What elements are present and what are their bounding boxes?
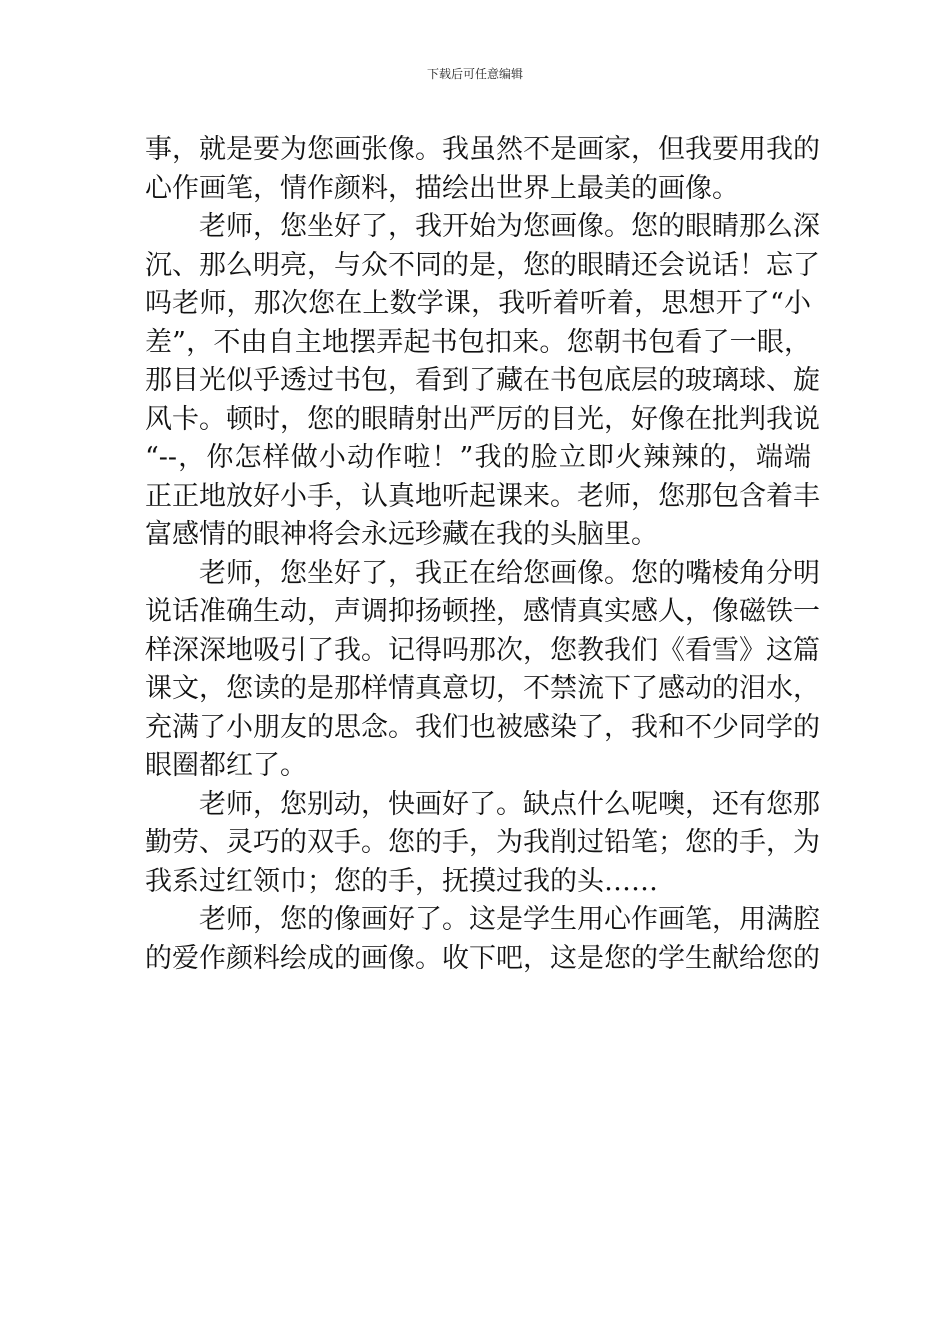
text-line: 心作画笔，情作颜料，描绘出世界上最美的画像。 [145,172,739,204]
paragraph-first-line: 老师，您的像画好了。这是学生用心作画笔，用满腔 [199,904,820,935]
paragraph-first-line: 老师，您坐好了，我正在给您画像。您的嘴棱角分明 [199,557,820,589]
text-line: 正正地放好小手，认真地听起课来。老师，您那包含着丰 [145,480,820,512]
text-line: 课文，您读的是那样情真意切，不禁流下了感动的泪水， [145,673,820,704]
text-line: 我系过红领巾；您的手，抚摸过我的头…… [145,865,658,897]
page-header: 下载后可任意编辑 [426,67,523,81]
text-line: 差”，不由自主地摆弄起书包扣来。您朝书包看了一眼， [145,326,811,358]
text-line: 风卡。顿时，您的眼睛射出严厉的目光，好像在批判我说 [145,403,820,435]
text-line: “--，你怎样做小动作啦！”我的脸立即火辣辣的，端端 [145,442,811,473]
text-line: 富感情的眼神将会永远珍藏在我的头脑里。 [145,519,658,550]
text-line: 勤劳、灵巧的双手。您的手，为我削过铅笔；您的手，为 [145,827,820,858]
text-line: 吗老师，那次您在上数学课，我听着听着，思想开了“小 [145,288,811,319]
text-line: 的爱作颜料绘成的画像。收下吧，这是您的学生献给您的 [145,942,820,974]
text-line: 那目光似乎透过书包，看到了藏在书包底层的玻璃球、旋 [145,365,820,396]
paragraph-first-line: 老师，您坐好了，我开始为您画像。您的眼睛那么深 [199,211,820,242]
essay-body [145,131,820,978]
text-line: 沉、那么明亮，与众不同的是，您的眼睛还会说话！忘了 [145,249,820,281]
paragraph-first-line: 老师，您别动，快画好了。缺点什么呢噢，还有您那 [199,788,820,820]
text-line: 样深深地吸引了我。记得吗那次，您教我们《看雪》这篇 [145,634,820,666]
text-line: 事，就是要为您画张像。我虽然不是画家，但我要用我的 [145,134,820,165]
text-line: 充满了小朋友的思念。我们也被感染了，我和不少同学的 [145,711,820,743]
text-line: 说话准确生动，声调抑扬顿挫，感情真实感人，像磁铁一 [145,596,820,627]
text-line: 眼圈都红了。 [145,750,307,781]
